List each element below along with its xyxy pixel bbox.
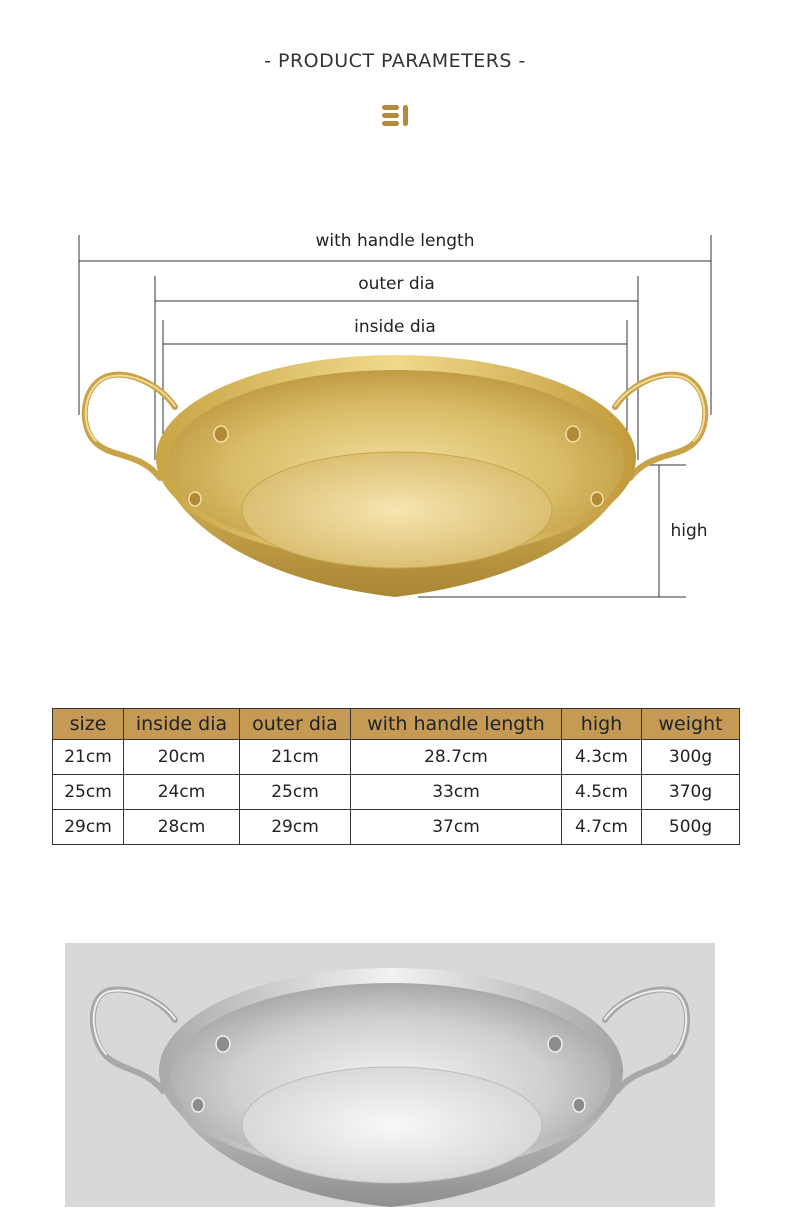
cell-weight: 500g (642, 810, 740, 845)
column-header-outer-dia: outer dia (240, 709, 351, 740)
dimension-diagram (0, 220, 790, 620)
column-header-size: size (53, 709, 124, 740)
cell-weight: 370g (642, 775, 740, 810)
table-row (53, 810, 740, 845)
cell-inside-dia: 28cm (124, 810, 240, 845)
cell-high: 4.7cm (562, 810, 642, 845)
cell-with-handle-length: 28.7cm (351, 740, 562, 775)
cell-size: 25cm (53, 775, 124, 810)
with-handle-length-label: with handle length (315, 231, 475, 251)
cell-with-handle-length: 33cm (351, 775, 562, 810)
cell-size: 21cm (53, 740, 124, 775)
inside-dia-label: inside dia (354, 317, 436, 337)
silver-pan-illustration (65, 943, 715, 1207)
column-header-weight: weight (642, 709, 740, 740)
menu-lines-icon (382, 104, 410, 128)
cell-high: 4.5cm (562, 775, 642, 810)
table-row (53, 740, 740, 775)
cell-outer-dia: 21cm (240, 740, 351, 775)
cell-inside-dia: 24cm (124, 775, 240, 810)
cell-inside-dia: 20cm (124, 740, 240, 775)
table-header-row (53, 709, 740, 740)
column-header-high: high (562, 709, 642, 740)
high-label: high (670, 521, 708, 541)
cell-size: 29cm (53, 810, 124, 845)
cell-with-handle-length: 37cm (351, 810, 562, 845)
parameters-table (52, 708, 740, 845)
page-title: - PRODUCT PARAMETERS - (264, 50, 526, 72)
silver-pan-photo (65, 943, 715, 1207)
cell-outer-dia: 25cm (240, 775, 351, 810)
table-row (53, 775, 740, 810)
cell-outer-dia: 29cm (240, 810, 351, 845)
column-header-inside-dia: inside dia (124, 709, 240, 740)
outer-dia-label: outer dia (358, 274, 435, 294)
column-header-with-handle-length: with handle length (351, 709, 562, 740)
cell-weight: 300g (642, 740, 740, 775)
cell-high: 4.3cm (562, 740, 642, 775)
